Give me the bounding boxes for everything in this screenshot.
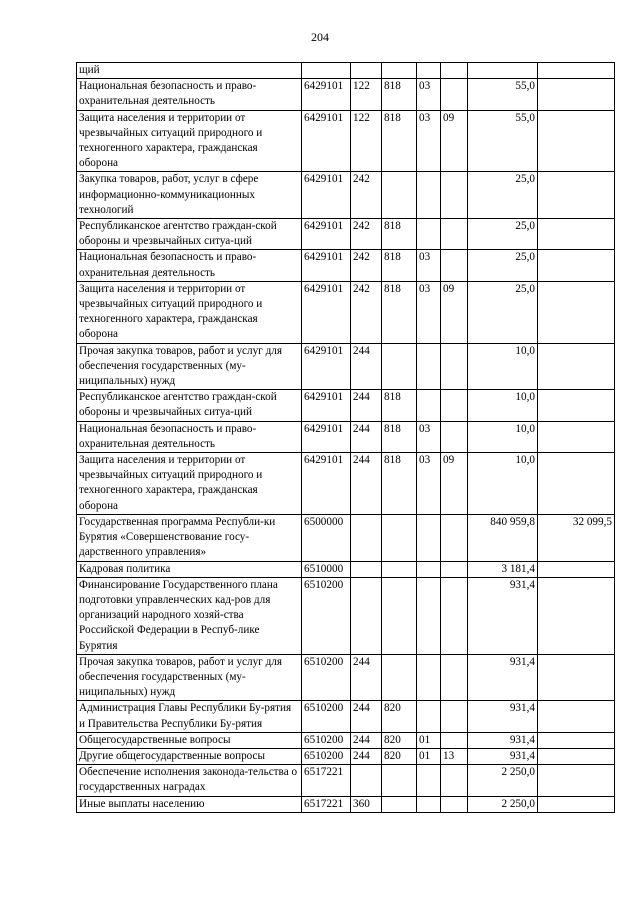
administrator-code-cell: 818 (382, 390, 417, 421)
section-cell (417, 796, 441, 812)
table-row (77, 79, 615, 110)
amount-cell: 931,4 (468, 577, 538, 654)
subsection-cell (441, 732, 468, 748)
amount-secondary-cell (538, 110, 615, 172)
table-row (77, 577, 615, 654)
section-cell (417, 765, 441, 796)
row-name-cell: Администрация Главы Республики Бу-рятия и Правительства Республики Бу-рятия (77, 701, 302, 732)
expense-type-cell: 244 (351, 748, 382, 764)
expense-type-cell: 244 (351, 654, 382, 701)
section-cell (417, 172, 441, 219)
expense-type-cell: 244 (351, 701, 382, 732)
section-cell (417, 701, 441, 732)
amount-secondary-cell (538, 453, 615, 515)
section-cell: 01 (417, 748, 441, 764)
table-row (77, 561, 615, 577)
subsection-cell (441, 63, 468, 79)
target-article-cell: 6429101 (302, 281, 351, 343)
target-article-cell: 6429101 (302, 390, 351, 421)
amount-secondary-cell (538, 390, 615, 421)
amount-secondary-cell (538, 172, 615, 219)
administrator-code-cell (382, 343, 417, 390)
table-row (77, 514, 615, 561)
table-row (77, 765, 615, 796)
section-cell (417, 343, 441, 390)
target-article-cell: 6429101 (302, 79, 351, 110)
target-article-cell: 6429101 (302, 421, 351, 452)
expense-type-cell: 244 (351, 343, 382, 390)
amount-cell: 25,0 (468, 219, 538, 250)
amount-secondary-cell (538, 796, 615, 812)
administrator-code-cell: 818 (382, 421, 417, 452)
section-cell: 03 (417, 281, 441, 343)
amount-secondary-cell (538, 281, 615, 343)
amount-cell: 10,0 (468, 390, 538, 421)
expense-type-cell: 242 (351, 250, 382, 281)
amount-cell: 55,0 (468, 79, 538, 110)
table-row (77, 421, 615, 452)
subsection-cell: 09 (441, 281, 468, 343)
section-cell (417, 63, 441, 79)
subsection-cell (441, 514, 468, 561)
row-name-cell: Защита населения и территории от чрезвычайных ситуаций природного и техногенного характера, гражданская оборона (77, 281, 302, 343)
section-cell (417, 561, 441, 577)
administrator-code-cell (382, 63, 417, 79)
table-row (77, 63, 615, 79)
amount-secondary-cell (538, 561, 615, 577)
row-name-cell: Республиканское агентство граждан-ской обороны и чрезвычайных ситуа-ций (77, 219, 302, 250)
subsection-cell: 09 (441, 453, 468, 515)
administrator-code-cell: 818 (382, 79, 417, 110)
row-name-cell: Прочая закупка товаров, работ и услуг для обеспечения государственных (му-ниципальных) нужд (77, 654, 302, 701)
amount-cell: 25,0 (468, 281, 538, 343)
row-name-cell: Финансирование Государственного плана подготовки управленческих кад-ров для организаций народного хозяй-ства Российской Федерации в Респуб-лике Бурятия (77, 577, 302, 654)
table-row (77, 110, 615, 172)
amount-cell: 3 181,4 (468, 561, 538, 577)
row-name-cell: Закупка товаров, работ, услуг в сфере информационно-коммуникационных технологий (77, 172, 302, 219)
amount-cell: 840 959,8 (468, 514, 538, 561)
expense-type-cell: 360 (351, 796, 382, 812)
subsection-cell: 09 (441, 110, 468, 172)
target-article-cell: 6510200 (302, 748, 351, 764)
subsection-cell (441, 79, 468, 110)
target-article-cell: 6510200 (302, 732, 351, 748)
administrator-code-cell: 818 (382, 219, 417, 250)
amount-secondary-cell (538, 654, 615, 701)
subsection-cell (441, 701, 468, 732)
expense-type-cell: 122 (351, 110, 382, 172)
amount-cell: 10,0 (468, 343, 538, 390)
subsection-cell (441, 577, 468, 654)
section-cell (417, 654, 441, 701)
row-name-cell: Национальная безопасность и право-охранительная деятельность (77, 421, 302, 452)
amount-cell: 2 250,0 (468, 796, 538, 812)
target-article-cell: 6517221 (302, 765, 351, 796)
amount-secondary-cell (538, 343, 615, 390)
expense-type-cell (351, 514, 382, 561)
row-name-cell: Защита населения и территории от чрезвычайных ситуаций природного и техногенного характера, гражданская оборона (77, 453, 302, 515)
amount-secondary-cell: 32 099,5 (538, 514, 615, 561)
budget-table-body (77, 63, 615, 813)
expense-type-cell: 122 (351, 79, 382, 110)
amount-secondary-cell (538, 577, 615, 654)
amount-cell: 10,0 (468, 421, 538, 452)
administrator-code-cell (382, 561, 417, 577)
row-name-cell: Республиканское агентство граждан-ской обороны и чрезвычайных ситуа-ций (77, 390, 302, 421)
table-row (77, 172, 615, 219)
amount-secondary-cell (538, 748, 615, 764)
administrator-code-cell (382, 577, 417, 654)
amount-cell: 931,4 (468, 748, 538, 764)
expense-type-cell: 244 (351, 732, 382, 748)
section-cell: 03 (417, 79, 441, 110)
section-cell: 03 (417, 250, 441, 281)
subsection-cell (441, 561, 468, 577)
expense-type-cell: 244 (351, 453, 382, 515)
expense-type-cell (351, 63, 382, 79)
administrator-code-cell: 820 (382, 701, 417, 732)
expense-type-cell: 242 (351, 281, 382, 343)
row-name-cell: Национальная безопасность и право-охранительная деятельность (77, 250, 302, 281)
amount-cell: 931,4 (468, 732, 538, 748)
section-cell (417, 577, 441, 654)
amount-secondary-cell (538, 219, 615, 250)
subsection-cell (441, 765, 468, 796)
table-row (77, 390, 615, 421)
administrator-code-cell (382, 514, 417, 561)
target-article-cell: 6510000 (302, 561, 351, 577)
table-row (77, 453, 615, 515)
row-name-cell: Национальная безопасность и право-охранительная деятельность (77, 79, 302, 110)
target-article-cell: 6429101 (302, 172, 351, 219)
amount-secondary-cell (538, 79, 615, 110)
amount-cell (468, 63, 538, 79)
table-row (77, 343, 615, 390)
table-row (77, 732, 615, 748)
row-name-cell: Государственная программа Республи-ки Бурятия «Совершенствование госу-дарственного управления» (77, 514, 302, 561)
table-row (77, 748, 615, 764)
administrator-code-cell (382, 796, 417, 812)
section-cell: 01 (417, 732, 441, 748)
table-row (77, 701, 615, 732)
expense-type-cell: 242 (351, 219, 382, 250)
expense-type-cell: 244 (351, 390, 382, 421)
amount-cell: 25,0 (468, 172, 538, 219)
target-article-cell: 6500000 (302, 514, 351, 561)
subsection-cell: 13 (441, 748, 468, 764)
subsection-cell (441, 219, 468, 250)
budget-table (76, 62, 615, 813)
row-name-cell: Защита населения и территории от чрезвычайных ситуаций природного и техногенного характера, гражданская оборона (77, 110, 302, 172)
administrator-code-cell (382, 654, 417, 701)
expense-type-cell (351, 561, 382, 577)
subsection-cell (441, 796, 468, 812)
administrator-code-cell: 820 (382, 748, 417, 764)
target-article-cell: 6510200 (302, 654, 351, 701)
table-row (77, 250, 615, 281)
amount-secondary-cell (538, 732, 615, 748)
administrator-code-cell: 818 (382, 250, 417, 281)
expense-type-cell (351, 765, 382, 796)
amount-cell: 931,4 (468, 701, 538, 732)
row-name-cell: Иные выплаты населению (77, 796, 302, 812)
table-row (77, 281, 615, 343)
subsection-cell (441, 172, 468, 219)
amount-secondary-cell (538, 765, 615, 796)
amount-secondary-cell (538, 701, 615, 732)
subsection-cell (441, 250, 468, 281)
table-row (77, 796, 615, 812)
subsection-cell (441, 390, 468, 421)
target-article-cell: 6429101 (302, 453, 351, 515)
administrator-code-cell: 818 (382, 110, 417, 172)
expense-type-cell: 244 (351, 421, 382, 452)
administrator-code-cell: 820 (382, 732, 417, 748)
target-article-cell: 6510200 (302, 577, 351, 654)
amount-secondary-cell (538, 250, 615, 281)
section-cell: 03 (417, 110, 441, 172)
subsection-cell (441, 654, 468, 701)
target-article-cell: 6429101 (302, 110, 351, 172)
section-cell: 03 (417, 453, 441, 515)
table-row (77, 654, 615, 701)
page-number: 204 (311, 30, 329, 44)
subsection-cell (441, 421, 468, 452)
row-name-cell: Другие общегосударственные вопросы (77, 748, 302, 764)
target-article-cell: 6429101 (302, 343, 351, 390)
section-cell (417, 514, 441, 561)
amount-cell: 55,0 (468, 110, 538, 172)
target-article-cell: 6429101 (302, 219, 351, 250)
section-cell (417, 390, 441, 421)
administrator-code-cell: 818 (382, 453, 417, 515)
amount-secondary-cell (538, 421, 615, 452)
row-name-cell: Кадровая политика (77, 561, 302, 577)
subsection-cell (441, 343, 468, 390)
administrator-code-cell: 818 (382, 281, 417, 343)
target-article-cell: 6517221 (302, 796, 351, 812)
target-article-cell: 6510200 (302, 701, 351, 732)
amount-cell: 2 250,0 (468, 765, 538, 796)
amount-secondary-cell (538, 63, 615, 79)
target-article-cell: 6429101 (302, 250, 351, 281)
administrator-code-cell (382, 172, 417, 219)
amount-cell: 931,4 (468, 654, 538, 701)
section-cell (417, 219, 441, 250)
row-name-cell: Общегосударственные вопросы (77, 732, 302, 748)
row-name-cell: Обеспечение исполнения законода-тельства о государственных наградах (77, 765, 302, 796)
administrator-code-cell (382, 765, 417, 796)
expense-type-cell (351, 577, 382, 654)
amount-cell: 10,0 (468, 453, 538, 515)
amount-cell: 25,0 (468, 250, 538, 281)
section-cell: 03 (417, 421, 441, 452)
target-article-cell (302, 63, 351, 79)
table-row (77, 219, 615, 250)
expense-type-cell: 242 (351, 172, 382, 219)
row-name-cell: Прочая закупка товаров, работ и услуг для обеспечения государственных (му-ниципальных) нужд (77, 343, 302, 390)
row-name-cell: щий (77, 63, 302, 79)
